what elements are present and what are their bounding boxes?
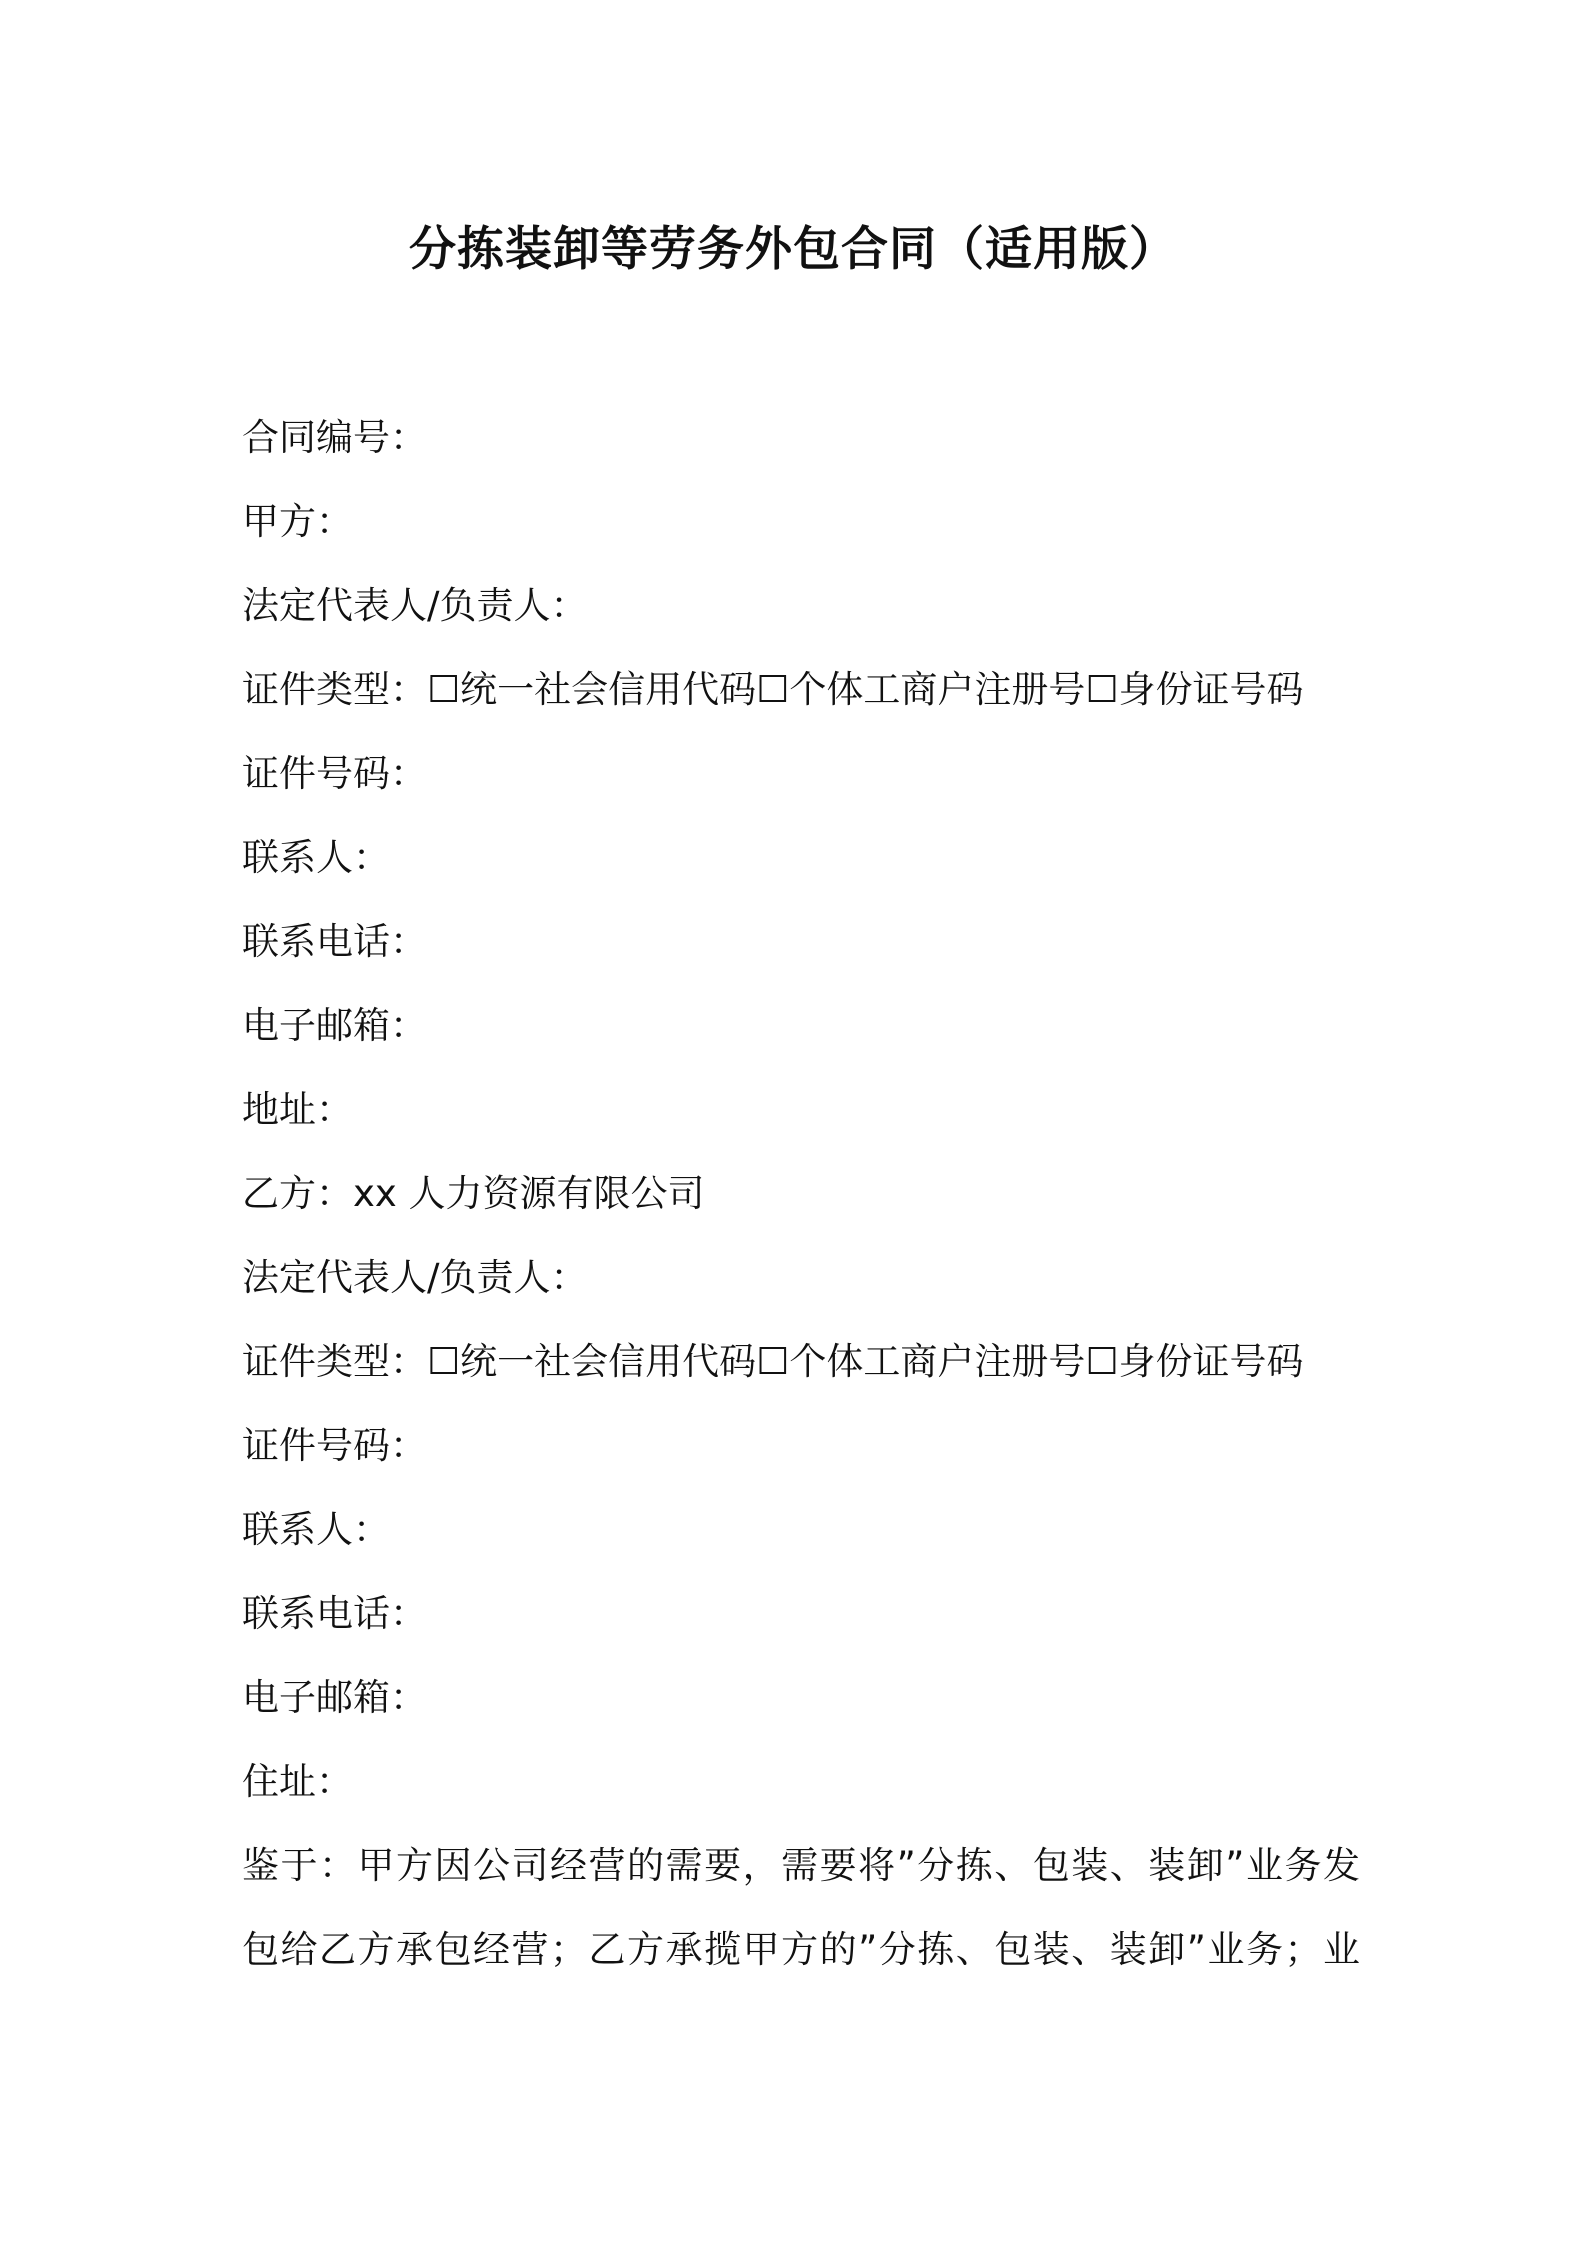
field-party-b-legal-representative: 法定代表人/负责人： [242, 1256, 588, 1299]
preamble-line: 包给乙方承包经营；乙方承揽甲方的”分拣、包装、装卸”业务；业 [242, 1928, 1360, 1971]
field-party-b-contact: 联系人： [242, 1508, 390, 1551]
field-party-b-id-type: 证件类型：☐统一社会信用代码☐个体工商户注册号☐身份证号码 [242, 1340, 1304, 1383]
field-party-a: 甲方： [242, 500, 353, 543]
field-party-a-id-type: 证件类型：☐统一社会信用代码☐个体工商户注册号☐身份证号码 [242, 668, 1304, 711]
field-party-a-contact: 联系人： [242, 836, 390, 879]
field-party-a-id-number: 证件号码： [242, 752, 427, 795]
contract-preamble [242, 1834, 1360, 2002]
field-party-b-residence: 住址： [242, 1760, 353, 1803]
preamble-line: 鉴于：甲方因公司经营的需要，需要将”分拣、包装、装卸”业务发 [242, 1844, 1360, 1887]
contract-fields [242, 408, 1362, 1836]
field-contract-number: 合同编号： [242, 416, 427, 459]
field-party-a-email: 电子邮箱： [242, 1004, 427, 1047]
field-party-b-phone: 联系电话： [242, 1592, 427, 1635]
field-party-b-email: 电子邮箱： [242, 1676, 427, 1719]
document-title: 分拣装卸等劳务外包合同（适用版） [409, 222, 1177, 277]
field-party-a-phone: 联系电话： [242, 920, 427, 963]
field-party-b: 乙方：xx 人力资源有限公司 [242, 1172, 705, 1215]
field-party-a-legal-representative: 法定代表人/负责人： [242, 584, 588, 627]
field-party-a-address: 地址： [242, 1088, 353, 1131]
field-party-b-id-number: 证件号码： [242, 1424, 427, 1467]
